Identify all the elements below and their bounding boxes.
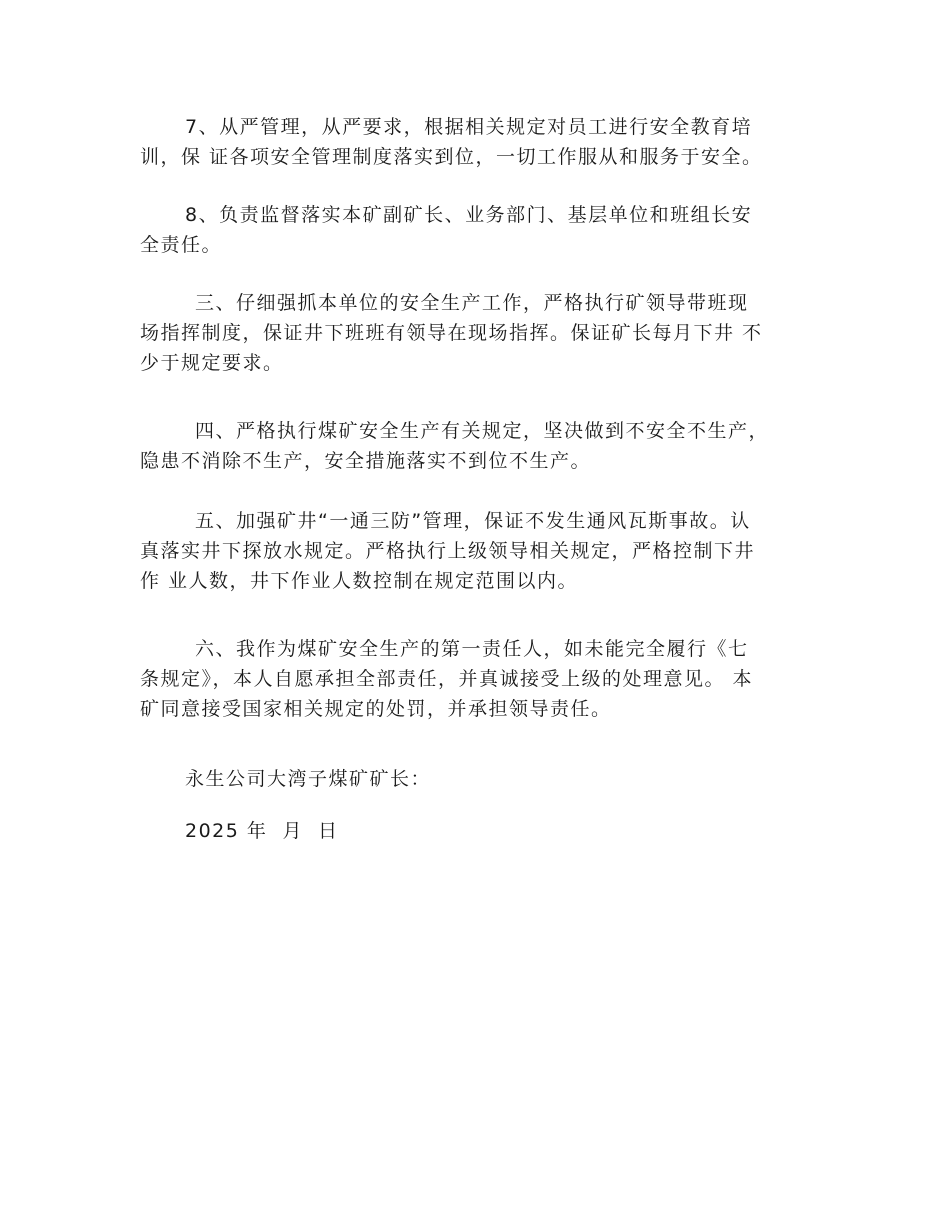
paragraph-section-5 (140, 506, 810, 596)
paragraph-line: 真落实井下探放水规定。严格执行上级领导相关规定，严格控制下井 (140, 540, 756, 562)
paragraph-line: 三、仔细强抓本单位的安全生产工作，严格执行矿领导带班现 (195, 292, 749, 314)
paragraph-line: 训，保 证各项安全管理制度落实到位，一切工作服从和服务于安全。 (140, 146, 763, 168)
paragraph-line: 全责任。 (140, 234, 223, 256)
paragraph-line: 8、负责监督落实本矿副矿长、业务部门、基层单位和班组长安 (185, 204, 753, 226)
paragraph-line: 五、加强矿井“一通三防”管理，保证不发生通风瓦斯事故。认 (195, 510, 751, 532)
paragraph-section-4 (140, 416, 810, 476)
paragraph-section-6 (140, 634, 810, 724)
signature-line: 永生公司大湾子煤矿矿长： (185, 768, 432, 790)
paragraph-line: 矿同意接受国家相关规定的处罚，并承担领导责任。 (140, 698, 612, 720)
paragraph-line: 四、严格执行煤矿安全生产有关规定，坚决做到不安全不生产， (195, 420, 770, 442)
paragraph-item-8 (140, 200, 810, 260)
paragraph-line: 六、我作为煤矿安全生产的第一责任人，如未能完全履行《七 (195, 638, 749, 660)
paragraph-line: 作 业人数，井下作业人数控制在规定范围以内。 (140, 570, 579, 592)
date-block (140, 816, 810, 846)
paragraph-line: 少于规定要求。 (140, 352, 284, 374)
date-line: 2025 年 月 日 (185, 820, 339, 842)
paragraph-line: 场指挥制度，保证井下班班有领导在现场指挥。保证矿长每月下井 不 (140, 322, 763, 344)
paragraph-line: 7、从严管理，从严要求，根据相关规定对员工进行安全教育培 (185, 116, 753, 138)
paragraph-item-7 (140, 112, 810, 172)
paragraph-line: 隐患不消除不生产，安全措施落实不到位不生产。 (140, 450, 592, 472)
paragraph-section-3 (140, 288, 810, 378)
paragraph-line: 条规定》，本人自愿承担全部责任，并真诚接受上级的处理意见。 本 (140, 668, 754, 690)
signature-block (140, 764, 810, 794)
